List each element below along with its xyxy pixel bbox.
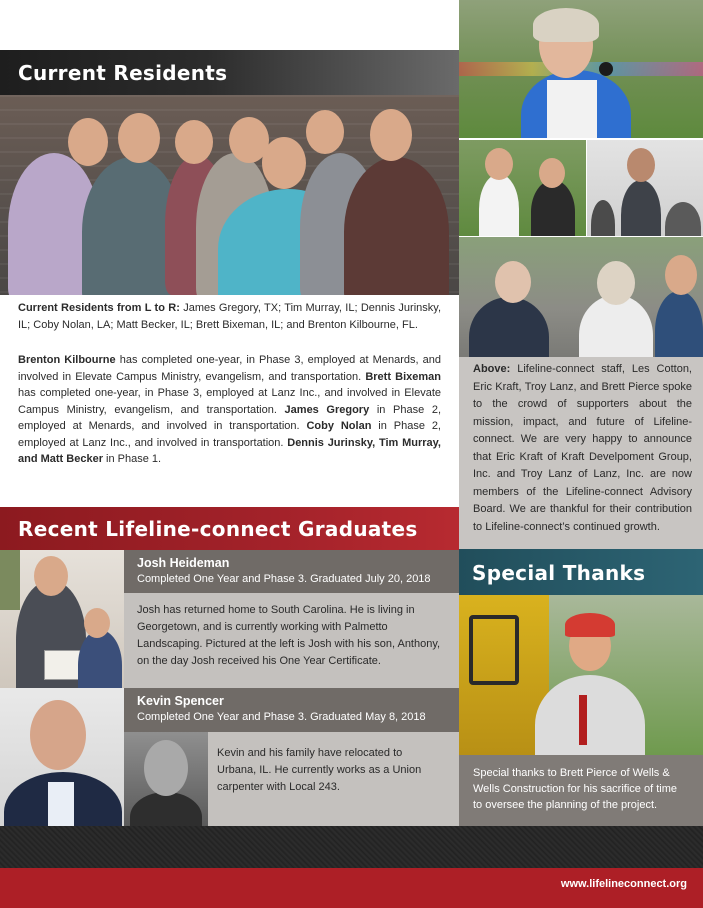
update-name: Brenton Kilbourne <box>18 354 116 366</box>
kevin-header <box>124 688 459 732</box>
residents-names-label: Current Residents from L to R: <box>18 302 180 314</box>
special-thanks-banner <box>459 549 703 595</box>
residents-group-photo <box>0 95 459 295</box>
graduates-title: Recent Lifeline-connect Graduates <box>18 517 418 541</box>
update-name: Coby Nolan <box>306 420 372 432</box>
above-label: Above: <box>473 363 511 375</box>
update-text: in Phase 2, employed at Lanz Inc., and involved in transportation. <box>18 420 441 449</box>
kevin-body-text: Kevin and his family have relocated to Urbana, IL. He currently works as a Union carpenter with Local 243. <box>217 747 422 793</box>
update-text: in Phase 2, employed at Menards, and involved in transportation. <box>18 403 441 432</box>
footer-bar <box>0 868 703 908</box>
update-text: in Phase 1. <box>102 453 162 465</box>
current-residents-title: Current Residents <box>18 61 228 85</box>
josh-subtitle: Completed One Year and Phase 3. Graduated July 20, 2018 <box>137 573 431 585</box>
josh-header <box>124 550 459 593</box>
current-residents-banner <box>0 50 459 95</box>
bottom-texture-band <box>0 826 703 868</box>
above-text: Lifeline-connect staff, Les Cotton, Eric Kraft, Troy Lanz, and Brett Pierce spoke to the crowd of supporters about the mission, impact, and future of Lifeline-connect. We are very happy to announce that Eric Kraft of Kraft Develpoment Group, Inc. and Troy Lanz of Lanz, Inc. are now members of the Lifeline-connect Advisory Board. We are thankful for their contribution to Lifeline-connect’s continued growth. <box>473 363 692 533</box>
footer-url[interactable]: www.lifelineconnect.org <box>560 878 687 890</box>
update-text: has completed one-year, in Phase 3, employed at Lanz Inc., and involved in Elevate Campus Ministry, evangelism, and transportation. <box>18 387 441 416</box>
josh-body <box>124 593 459 688</box>
speaker-photo-outdoor <box>459 140 586 236</box>
residents-names-text: James Gregory, TX; Tim Murray, IL; Dennis Jurinsky, IL; Coby Nolan, LA; Matt Becker, IL; Brett Bixeman, IL; and Brenton Kilbourne, FL. <box>18 302 441 331</box>
special-thanks-text: Special thanks to Brett Pierce of Wells & Wells Construction for his sacrifice of time to oversee the planning of the project. <box>473 767 677 811</box>
special-thanks-caption <box>459 755 703 826</box>
kevin-body <box>124 732 459 826</box>
crowd-photo <box>459 237 703 357</box>
josh-name: Josh Heideman <box>137 556 230 570</box>
speaker-photo-woman <box>459 0 703 138</box>
kevin-photo <box>0 688 124 826</box>
update-name: Dennis Jurinsky, Tim Murray, and Matt Becker <box>18 436 441 465</box>
update-text: has completed one-year, in Phase 3, employed at Menards, and involved in Elevate Campus Ministry, evangelism, and transportation. <box>18 354 441 383</box>
special-thanks-title: Special Thanks <box>472 561 646 585</box>
josh-photo <box>0 550 124 688</box>
update-name: James Gregory <box>284 403 370 416</box>
kevin-mugshot <box>124 732 208 826</box>
kevin-name: Kevin Spencer <box>137 694 224 708</box>
residents-names-caption <box>18 300 441 333</box>
speaker-photo-indoor <box>587 140 703 236</box>
above-caption <box>459 357 703 549</box>
graduates-banner <box>0 507 459 550</box>
kevin-subtitle: Completed One Year and Phase 3. Graduated May 8, 2018 <box>137 711 426 723</box>
special-thanks-photo <box>459 595 703 755</box>
josh-body-text: Josh has returned home to South Carolina. He is living in Georgetown, and is currently working with Palmetto Landscaping. Pictured at the left is Josh with his son, Anthony, on the day Josh received his One Year Certificate. <box>137 604 441 667</box>
residents-updates <box>18 352 441 468</box>
update-name: Brett Bixeman <box>365 370 442 383</box>
